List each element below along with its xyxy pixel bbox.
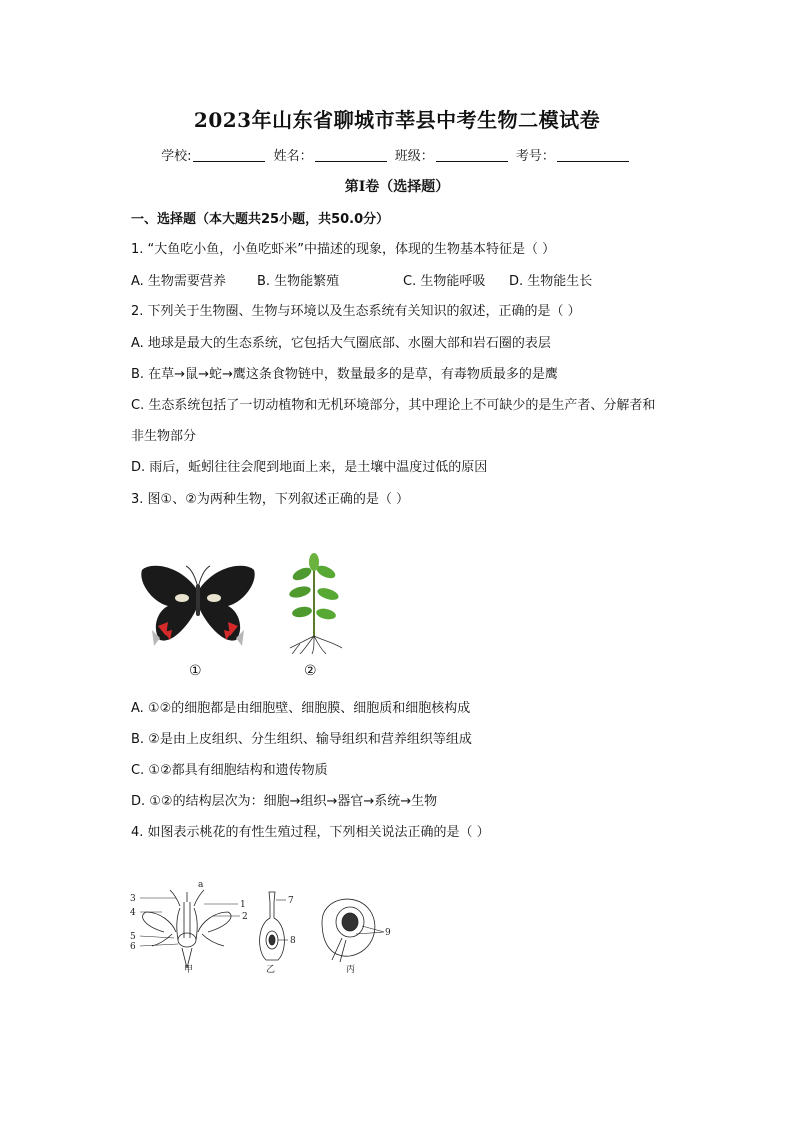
caption-bing: 丙 (346, 965, 356, 974)
q2-stem: 2. 下列关于生物圈、生物与环境以及生态系统有关知识的叙述，正确的是（ ） (131, 304, 581, 319)
flower-label-5: 5 (130, 932, 136, 942)
school-blank[interactable] (193, 147, 265, 162)
section-heading: 一、选择题（本大题共25小题，共50.0分） (131, 212, 390, 227)
q3-option-b[interactable]: B. ②是由上皮组织、分生组织、输导组织和营养组织等组成 (131, 732, 472, 747)
flower-label-6: 6 (130, 942, 136, 952)
exam-no-blank[interactable] (557, 147, 629, 162)
q2-option-c-cont: 非生物部分 (131, 429, 197, 444)
pistil-label-8: 8 (290, 936, 296, 946)
fruit-figure (322, 899, 375, 962)
school-label: 学校: (161, 149, 192, 164)
q1-option-d[interactable]: D. 生物能生长 (509, 274, 593, 289)
name-blank[interactable] (315, 147, 387, 162)
class-blank[interactable] (436, 147, 508, 162)
part-title: 第I卷（选择题） (344, 179, 450, 195)
q1-stem: 1. “大鱼吃小鱼，小鱼吃虾米”中描述的现象，体现的生物基本特征是（ ） (131, 242, 556, 257)
exam-title: 2023年山东省聊城市莘县中考生物二模试卷 (193, 108, 601, 132)
q2-option-b[interactable]: B. 在草→鼠→蛇→鹰这条食物链中，数量最多的是草，有毒物质最多的是鹰 (131, 367, 558, 382)
name-label: 姓名： (273, 149, 313, 164)
caption-yi: 乙 (266, 965, 276, 974)
student-info-line (0, 145, 794, 164)
flower-figure (143, 890, 231, 968)
q1-option-b[interactable]: B. 生物能繁殖 (257, 274, 340, 289)
q1-options (131, 270, 592, 289)
peach-flower-diagram (126, 878, 398, 974)
q2-option-a[interactable]: A. 地球是最大的生态系统，它包括大气圈底部、水圈大部和岩石圈的表层 (131, 336, 551, 351)
q3-stem: 3. 图①、②为两种生物，下列叙述正确的是（ ） (131, 492, 409, 507)
caption-jia: 甲 (184, 965, 194, 974)
q1-option-c[interactable]: C. 生物能呼吸 (403, 274, 486, 289)
flower-label-4: 4 (130, 908, 136, 918)
pistil-figure (260, 892, 285, 960)
flower-label-a: a (198, 880, 204, 890)
fruit-label-9: 9 (385, 928, 391, 938)
figure-label-2: ② (304, 663, 317, 679)
q3-option-a[interactable]: A. ①②的细胞都是由细胞壁、细胞膜、细胞质和细胞核构成 (131, 701, 471, 716)
q1-option-a[interactable]: A. 生物需要营养 (131, 274, 226, 289)
pistil-label-7: 7 (288, 896, 294, 906)
butterfly-image (138, 560, 258, 650)
plant-seedling-image (278, 552, 350, 654)
q4-stem: 4. 如图表示桃花的有性生殖过程，下列相关说法正确的是（ ） (131, 825, 490, 840)
flower-label-3: 3 (130, 894, 136, 904)
q2-option-c[interactable]: C. 生态系统包括了一切动植物和无机环境部分，其中理论上不可缺少的是生产者、分解者和 (131, 398, 656, 413)
figure-label-1: ① (189, 663, 202, 679)
flower-label-1: 1 (240, 900, 246, 910)
q3-option-c[interactable]: C. ①②都具有细胞结构和遗传物质 (131, 763, 328, 778)
flower-label-2: 2 (242, 912, 248, 922)
q3-option-d[interactable]: D. ①②的结构层次为：细胞→组织→器官→系统→生物 (131, 794, 438, 809)
exam-no-label: 考号： (515, 149, 555, 164)
class-label: 班级： (394, 149, 434, 164)
q2-option-d[interactable]: D. 雨后，蚯蚓往往会爬到地面上来，是土壤中温度过低的原因 (131, 460, 488, 475)
